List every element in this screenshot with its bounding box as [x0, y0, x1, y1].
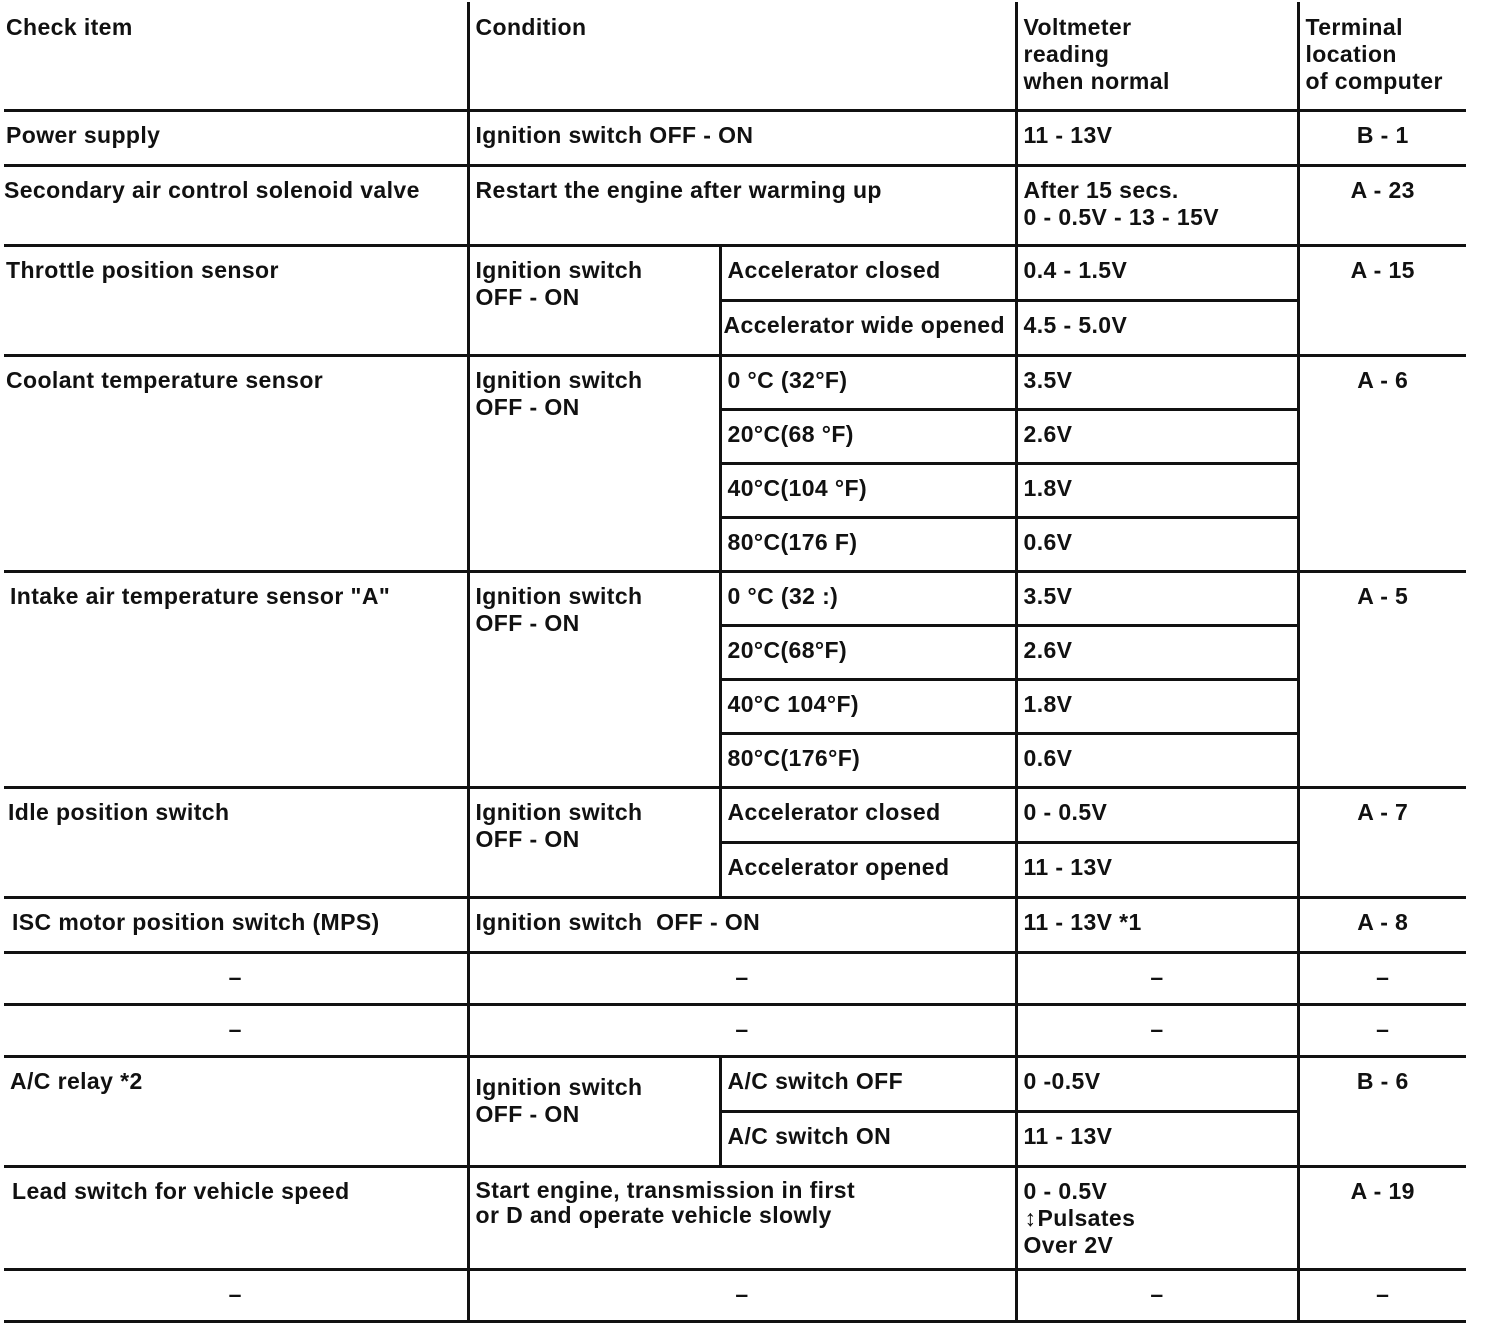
- voltage-cell: 11 - 13V: [1016, 111, 1298, 166]
- sub-condition-cell: Accelerator wide opened: [720, 301, 1016, 356]
- check-item-cell: Lead switch for vehicle speed: [4, 1167, 468, 1270]
- check-item-cell: Intake air temperature sensor "A": [4, 572, 468, 788]
- dash-cell: –: [4, 1005, 468, 1057]
- sub-condition-cell: 40°C 104°F): [720, 680, 1016, 734]
- voltage-cell: 11 - 13V: [1016, 1112, 1298, 1167]
- check-item-cell: Secondary air control solenoid valve: [4, 166, 468, 246]
- table-row-idle-switch: [4, 788, 1466, 843]
- condition-cell: Ignition switch OFF - ON: [468, 1057, 720, 1167]
- condition-cell: Ignition switch OFF - ON: [468, 788, 720, 898]
- voltage-cell: 3.5V: [1016, 572, 1298, 626]
- condition-cell: Ignition switch OFF - ON: [468, 356, 720, 572]
- terminal-cell: A - 6: [1298, 356, 1466, 572]
- condition-cell: Ignition switch OFF - ON: [468, 111, 1016, 166]
- condition-cell: Restart the engine after warming up: [468, 166, 1016, 246]
- table-row-intake-air: [4, 572, 1466, 626]
- voltage-cell: After 15 secs. 0 - 0.5V - 13 - 15V: [1016, 166, 1298, 246]
- table-row-secondary-air: [4, 166, 1466, 246]
- dash-cell: –: [468, 953, 1016, 1005]
- sub-condition-cell: 80°C(176 F): [720, 518, 1016, 572]
- dash-cell: –: [468, 1270, 1016, 1322]
- voltage-cell: 3.5V: [1016, 356, 1298, 410]
- header-check-item: Check item: [4, 2, 468, 111]
- table-row-empty: [4, 953, 1466, 1005]
- header-condition: Condition: [468, 2, 1016, 111]
- table-row-throttle: [4, 246, 1466, 301]
- sub-condition-cell: 20°C(68 °F): [720, 410, 1016, 464]
- table-row-coolant: [4, 356, 1466, 410]
- dash-cell: –: [1016, 953, 1298, 1005]
- header-voltmeter: Voltmeter reading when normal: [1016, 2, 1298, 111]
- table-row-power-supply: [4, 111, 1466, 166]
- sub-condition-cell: Accelerator closed: [720, 788, 1016, 843]
- dash-cell: –: [1298, 1005, 1466, 1057]
- dash-cell: –: [1298, 1270, 1466, 1322]
- voltage-check-table: [4, 2, 1466, 1323]
- terminal-cell: A - 5: [1298, 572, 1466, 788]
- header-row: [4, 2, 1466, 111]
- voltage-cell: 1.8V: [1016, 464, 1298, 518]
- condition-cell: Ignition switch OFF - ON: [468, 898, 1016, 953]
- terminal-cell: A - 19: [1298, 1167, 1466, 1270]
- check-item-cell: Power supply: [4, 111, 468, 166]
- check-item-cell: Idle position switch: [4, 788, 468, 898]
- sub-condition-cell: A/C switch ON: [720, 1112, 1016, 1167]
- voltage-cell: 4.5 - 5.0V: [1016, 301, 1298, 356]
- condition-cell: Ignition switch OFF - ON: [468, 246, 720, 356]
- condition-cell: Ignition switch OFF - ON: [468, 572, 720, 788]
- dash-cell: –: [4, 953, 468, 1005]
- condition-cell: Start engine, transmission in first or D and operate vehicle slowly: [468, 1167, 1016, 1270]
- dash-cell: –: [468, 1005, 1016, 1057]
- table-row-isc-mps: [4, 898, 1466, 953]
- up-down-arrow-icon: ↕: [1024, 1205, 1037, 1231]
- table-row-empty: [4, 1005, 1466, 1057]
- terminal-cell: A - 15: [1298, 246, 1466, 356]
- voltage-cell: 11 - 13V: [1016, 843, 1298, 898]
- terminal-cell: B - 1: [1298, 111, 1466, 166]
- sub-condition-cell: 40°C(104 °F): [720, 464, 1016, 518]
- table-row-empty: [4, 1270, 1466, 1322]
- terminal-cell: B - 6: [1298, 1057, 1466, 1167]
- sub-condition-cell: 80°C(176°F): [720, 734, 1016, 788]
- dash-cell: –: [4, 1270, 468, 1322]
- terminal-cell: A - 8: [1298, 898, 1466, 953]
- voltage-cell: 1.8V: [1016, 680, 1298, 734]
- voltage-cell: 0 -0.5V: [1016, 1057, 1298, 1112]
- voltage-cell: 0.6V: [1016, 734, 1298, 788]
- dash-cell: –: [1298, 953, 1466, 1005]
- voltage-cell: 2.6V: [1016, 626, 1298, 680]
- terminal-cell: A - 23: [1298, 166, 1466, 246]
- terminal-cell: A - 7: [1298, 788, 1466, 898]
- sub-condition-cell: Accelerator closed: [720, 246, 1016, 301]
- header-terminal: Terminal location of computer: [1298, 2, 1466, 111]
- dash-cell: –: [1016, 1270, 1298, 1322]
- voltage-cell: 0.6V: [1016, 518, 1298, 572]
- voltage-cell: 2.6V: [1016, 410, 1298, 464]
- check-item-cell: Coolant temperature sensor: [4, 356, 468, 572]
- table-row-ac-relay: [4, 1057, 1466, 1112]
- voltage-cell: 11 - 13V *1: [1016, 898, 1298, 953]
- sub-condition-cell: A/C switch OFF: [720, 1057, 1016, 1112]
- check-item-cell: Throttle position sensor: [4, 246, 468, 356]
- voltage-cell: 0.4 - 1.5V: [1016, 246, 1298, 301]
- voltage-cell: 0 - 0.5V ↕Pulsates Over 2V: [1016, 1167, 1298, 1270]
- voltage-cell: 0 - 0.5V: [1016, 788, 1298, 843]
- sub-condition-cell: 0 °C (32 :): [720, 572, 1016, 626]
- dash-cell: –: [1016, 1005, 1298, 1057]
- table-row-lead-switch: [4, 1167, 1466, 1270]
- check-item-cell: ISC motor position switch (MPS): [4, 898, 468, 953]
- sub-condition-cell: 0 °C (32°F): [720, 356, 1016, 410]
- check-item-cell: A/C relay *2: [4, 1057, 468, 1167]
- sub-condition-cell: Accelerator opened: [720, 843, 1016, 898]
- sub-condition-cell: 20°C(68°F): [720, 626, 1016, 680]
